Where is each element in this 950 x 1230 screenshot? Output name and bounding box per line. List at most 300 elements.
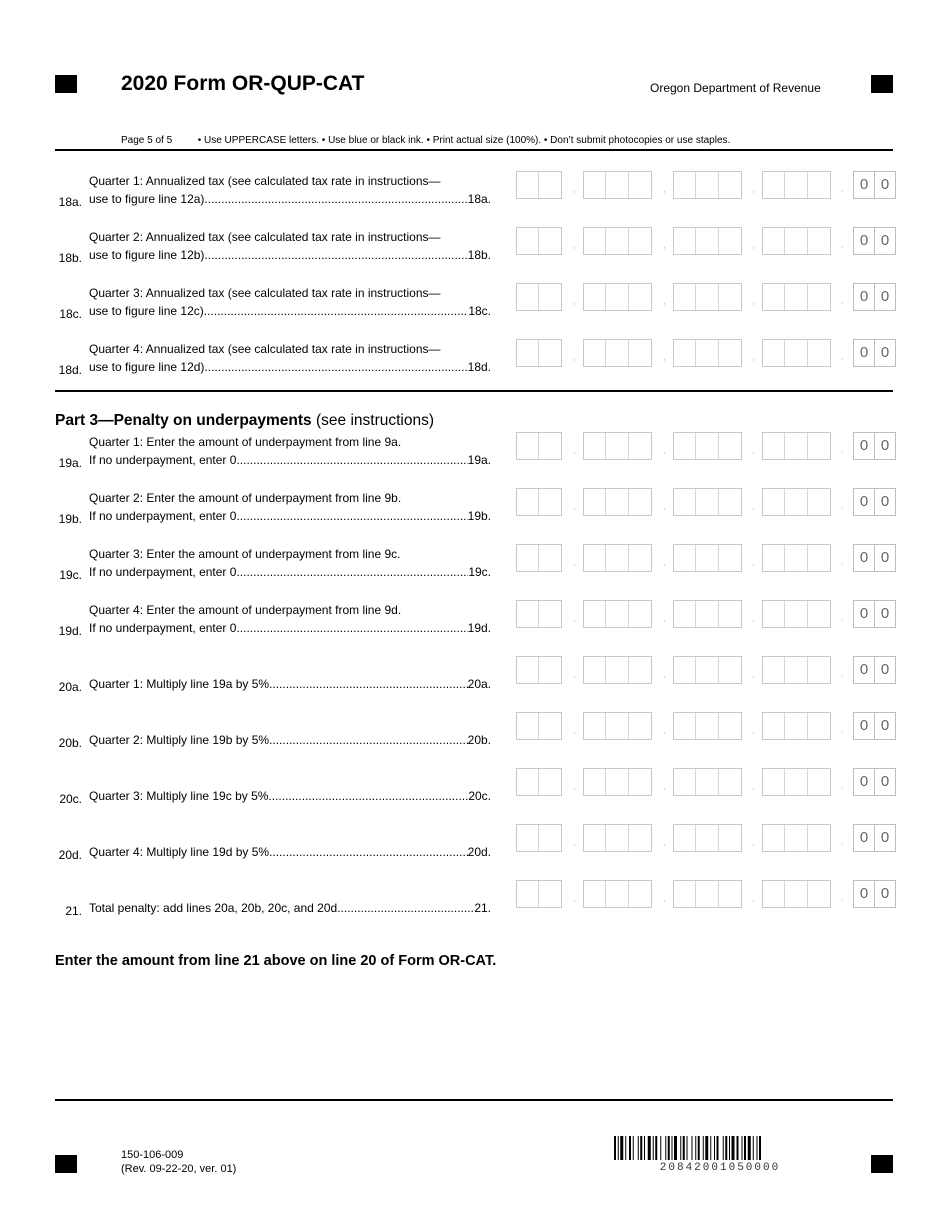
digit-cell[interactable] xyxy=(785,228,807,254)
thousands-separator: , xyxy=(573,352,576,363)
digit-group[interactable] xyxy=(762,171,831,199)
thousands-separator: , xyxy=(663,352,666,363)
digit-cell[interactable] xyxy=(696,825,718,851)
digit-cell[interactable] xyxy=(808,228,830,254)
digit-cell[interactable] xyxy=(539,601,561,627)
instruction-line xyxy=(121,135,730,146)
digit-cell[interactable] xyxy=(696,489,718,515)
cents-digit[interactable]: 0 xyxy=(854,284,875,310)
digit-group[interactable] xyxy=(673,488,742,516)
digit-cell[interactable] xyxy=(785,825,807,851)
digit-cell[interactable] xyxy=(674,769,696,795)
digit-cell[interactable] xyxy=(696,881,718,907)
digit-cell[interactable] xyxy=(719,172,741,198)
digit-group[interactable] xyxy=(516,544,562,572)
digit-cell[interactable] xyxy=(629,601,651,627)
digit-cell[interactable] xyxy=(606,545,628,571)
thousands-separator: , xyxy=(752,557,755,568)
digit-cell[interactable] xyxy=(539,657,561,683)
line-description-first: Quarter 2: Annualized tax (see calculated tax rate in instructions— xyxy=(89,230,441,244)
digit-group[interactable] xyxy=(583,656,652,684)
digit-cell[interactable] xyxy=(696,172,718,198)
digit-cell[interactable] xyxy=(539,881,561,907)
digit-cell[interactable] xyxy=(629,433,651,459)
digit-cell[interactable] xyxy=(629,228,651,254)
digit-group[interactable] xyxy=(583,768,652,796)
digit-cell[interactable] xyxy=(606,825,628,851)
barcode-bar xyxy=(638,1136,639,1160)
amount-input[interactable] xyxy=(516,544,900,574)
digit-cell[interactable] xyxy=(808,769,830,795)
digit-cell[interactable] xyxy=(517,284,539,310)
digit-cell[interactable] xyxy=(584,172,606,198)
digit-group[interactable] xyxy=(762,880,831,908)
digit-group[interactable] xyxy=(762,432,831,460)
cents-digit[interactable]: 0 xyxy=(854,489,875,515)
barcode-bar xyxy=(723,1136,724,1160)
digit-group[interactable] xyxy=(673,656,742,684)
digit-cell[interactable] xyxy=(674,172,696,198)
digit-cell[interactable] xyxy=(517,825,539,851)
digit-group[interactable] xyxy=(516,656,562,684)
barcode-bar xyxy=(674,1136,677,1160)
digit-cell[interactable] xyxy=(674,489,696,515)
cents-box[interactable] xyxy=(853,171,896,199)
digit-cell[interactable] xyxy=(674,284,696,310)
digit-cell[interactable] xyxy=(517,228,539,254)
thousands-separator: , xyxy=(573,296,576,307)
digit-group[interactable] xyxy=(583,824,652,852)
digit-cell[interactable] xyxy=(517,881,539,907)
cents-box[interactable] xyxy=(853,712,896,740)
digit-group[interactable] xyxy=(673,824,742,852)
digit-cell[interactable] xyxy=(696,340,718,366)
digit-cell[interactable] xyxy=(785,881,807,907)
amount-input[interactable] xyxy=(516,656,900,686)
digit-cell[interactable] xyxy=(696,433,718,459)
digit-cell[interactable] xyxy=(584,881,606,907)
digit-cell[interactable] xyxy=(674,713,696,739)
digit-cell[interactable] xyxy=(539,340,561,366)
digit-group[interactable] xyxy=(583,880,652,908)
digit-cell[interactable] xyxy=(808,545,830,571)
digit-group[interactable] xyxy=(673,227,742,255)
digit-group[interactable] xyxy=(583,712,652,740)
digit-cell[interactable] xyxy=(629,825,651,851)
line-reference: 19d. xyxy=(467,621,491,635)
digit-cell[interactable] xyxy=(539,489,561,515)
digit-cell[interactable] xyxy=(696,228,718,254)
digit-cell[interactable] xyxy=(674,433,696,459)
digit-cell[interactable] xyxy=(584,433,606,459)
line-number: 18b. xyxy=(58,251,82,265)
digit-cell[interactable] xyxy=(606,881,628,907)
digit-cell[interactable] xyxy=(517,601,539,627)
amount-input[interactable] xyxy=(516,880,900,910)
digit-cell[interactable] xyxy=(674,881,696,907)
digit-cell[interactable] xyxy=(808,172,830,198)
amount-input[interactable] xyxy=(516,171,900,201)
digit-group[interactable] xyxy=(583,600,652,628)
digit-cell[interactable] xyxy=(517,769,539,795)
barcode-bar xyxy=(620,1136,623,1160)
digit-cell[interactable] xyxy=(763,433,785,459)
leader-dots xyxy=(236,451,467,469)
digit-cell[interactable] xyxy=(674,825,696,851)
digit-group[interactable] xyxy=(673,283,742,311)
digit-cell[interactable] xyxy=(808,433,830,459)
part3-subtitle: (see instructions) xyxy=(311,412,435,429)
digit-group[interactable] xyxy=(516,432,562,460)
digit-cell[interactable] xyxy=(763,172,785,198)
digit-cell[interactable] xyxy=(785,657,807,683)
line-reference: 18d. xyxy=(467,360,491,374)
digit-cell[interactable] xyxy=(785,601,807,627)
digit-cell[interactable] xyxy=(584,228,606,254)
amount-input[interactable] xyxy=(516,488,900,518)
cents-box[interactable] xyxy=(853,768,896,796)
digit-cell[interactable] xyxy=(719,657,741,683)
digit-cell[interactable] xyxy=(539,825,561,851)
digit-cell[interactable] xyxy=(629,340,651,366)
digit-cell[interactable] xyxy=(808,284,830,310)
digit-cell[interactable] xyxy=(808,657,830,683)
cents-digit[interactable]: 0 xyxy=(854,657,875,683)
digit-cell[interactable] xyxy=(539,228,561,254)
cents-digit[interactable]: 0 xyxy=(854,340,875,366)
digit-cell[interactable] xyxy=(763,340,785,366)
cents-digit[interactable]: 0 xyxy=(854,545,875,571)
digit-cell[interactable] xyxy=(584,713,606,739)
form-line-row xyxy=(0,487,950,531)
cents-digit[interactable]: 0 xyxy=(880,288,890,305)
digit-group[interactable] xyxy=(516,488,562,516)
cents-digit[interactable]: 0 xyxy=(854,769,875,795)
digit-group[interactable] xyxy=(516,880,562,908)
amount-input[interactable] xyxy=(516,768,900,798)
cents-box[interactable] xyxy=(853,283,896,311)
digit-cell[interactable] xyxy=(785,433,807,459)
digit-cell[interactable] xyxy=(763,489,785,515)
cents-box[interactable] xyxy=(853,824,896,852)
cents-digit[interactable]: 0 xyxy=(880,344,890,361)
digit-group[interactable] xyxy=(762,600,831,628)
digit-cell[interactable] xyxy=(763,228,785,254)
amount-input[interactable] xyxy=(516,712,900,742)
amount-input[interactable] xyxy=(516,339,900,369)
digit-cell[interactable] xyxy=(719,489,741,515)
digit-cell[interactable] xyxy=(629,657,651,683)
digit-cell[interactable] xyxy=(763,657,785,683)
decimal-separator: . xyxy=(841,557,844,568)
cents-digit[interactable]: 0 xyxy=(854,172,875,198)
digit-group[interactable] xyxy=(583,171,652,199)
digit-cell[interactable] xyxy=(808,601,830,627)
digit-cell[interactable] xyxy=(763,601,785,627)
digit-cell[interactable] xyxy=(763,284,785,310)
digit-cell[interactable] xyxy=(606,340,628,366)
digit-group[interactable] xyxy=(516,712,562,740)
digit-cell[interactable] xyxy=(719,769,741,795)
cents-digit[interactable]: 0 xyxy=(880,549,890,566)
thousands-separator: , xyxy=(752,669,755,680)
digit-cell[interactable] xyxy=(606,713,628,739)
digit-cell[interactable] xyxy=(696,545,718,571)
line-description-second: If no underpayment, enter 0 xyxy=(89,565,237,579)
leader-dots xyxy=(236,507,467,525)
amount-input[interactable] xyxy=(516,432,900,462)
line-number: 20c. xyxy=(59,792,82,806)
decimal-separator: . xyxy=(841,240,844,251)
cents-box[interactable] xyxy=(853,656,896,684)
digit-cell[interactable] xyxy=(629,489,651,515)
cents-digit[interactable]: 0 xyxy=(880,232,890,249)
digit-cell[interactable] xyxy=(785,340,807,366)
digit-cell[interactable] xyxy=(629,769,651,795)
digit-cell[interactable] xyxy=(539,545,561,571)
cents-digit[interactable]: 0 xyxy=(880,176,890,193)
digit-cell[interactable] xyxy=(696,601,718,627)
decimal-separator: . xyxy=(841,296,844,307)
digit-cell[interactable] xyxy=(539,713,561,739)
digit-cell[interactable] xyxy=(719,713,741,739)
digit-cell[interactable] xyxy=(763,545,785,571)
amount-input[interactable] xyxy=(516,600,900,630)
cents-digit[interactable]: 0 xyxy=(854,228,875,254)
digit-cell[interactable] xyxy=(785,284,807,310)
digit-group[interactable] xyxy=(673,432,742,460)
cents-digit[interactable]: 0 xyxy=(880,437,890,454)
line-description xyxy=(89,228,491,264)
cents-digit[interactable]: 0 xyxy=(880,829,890,846)
digit-group[interactable] xyxy=(762,712,831,740)
digit-cell[interactable] xyxy=(584,284,606,310)
digit-cell[interactable] xyxy=(629,284,651,310)
digit-cell[interactable] xyxy=(606,433,628,459)
line-description-first xyxy=(89,713,491,731)
line-description-second: use to figure line 12b) xyxy=(89,248,205,262)
line-description-first xyxy=(89,825,491,843)
digit-group[interactable] xyxy=(583,227,652,255)
digit-group[interactable] xyxy=(673,712,742,740)
digit-cell[interactable] xyxy=(606,769,628,795)
decimal-separator: . xyxy=(841,184,844,195)
digit-cell[interactable] xyxy=(808,881,830,907)
barcode-bar xyxy=(683,1136,685,1160)
digit-cell[interactable] xyxy=(584,657,606,683)
form-number: 150-106-009 xyxy=(121,1149,184,1161)
digit-cell[interactable] xyxy=(539,433,561,459)
digit-group[interactable] xyxy=(583,432,652,460)
digit-cell[interactable] xyxy=(606,228,628,254)
digit-cell[interactable] xyxy=(763,769,785,795)
digit-cell[interactable] xyxy=(785,172,807,198)
digit-group[interactable] xyxy=(762,283,831,311)
digit-cell[interactable] xyxy=(719,881,741,907)
digit-group[interactable] xyxy=(673,768,742,796)
digit-group[interactable] xyxy=(762,488,831,516)
digit-cell[interactable] xyxy=(719,228,741,254)
digit-cell[interactable] xyxy=(719,340,741,366)
cents-box[interactable] xyxy=(853,432,896,460)
cents-box[interactable] xyxy=(853,880,896,908)
thousands-separator: , xyxy=(663,837,666,848)
digit-cell[interactable] xyxy=(517,433,539,459)
digit-cell[interactable] xyxy=(606,657,628,683)
digit-cell[interactable] xyxy=(539,769,561,795)
decimal-separator: . xyxy=(841,837,844,848)
digit-cell[interactable] xyxy=(785,713,807,739)
digit-group[interactable] xyxy=(762,656,831,684)
digit-cell[interactable] xyxy=(584,489,606,515)
cents-digit[interactable]: 0 xyxy=(854,601,875,627)
digit-cell[interactable] xyxy=(696,284,718,310)
digit-cell[interactable] xyxy=(674,340,696,366)
digit-group[interactable] xyxy=(762,544,831,572)
digit-cell[interactable] xyxy=(696,657,718,683)
digit-cell[interactable] xyxy=(719,825,741,851)
cents-digit[interactable]: 0 xyxy=(880,493,890,510)
digit-cell[interactable] xyxy=(517,340,539,366)
amount-input[interactable] xyxy=(516,227,900,257)
cents-digit[interactable]: 0 xyxy=(854,881,875,907)
line-number: 21. xyxy=(65,904,82,918)
digit-cell[interactable] xyxy=(606,489,628,515)
digit-cell[interactable] xyxy=(674,657,696,683)
digit-group[interactable] xyxy=(516,768,562,796)
cents-digit[interactable]: 0 xyxy=(854,713,875,739)
line-description-second: Quarter 3: Multiply line 19c by 5% xyxy=(89,789,269,803)
line-number: 18a. xyxy=(58,195,82,209)
digit-group[interactable] xyxy=(762,768,831,796)
leader-dots xyxy=(236,619,467,637)
digit-group[interactable] xyxy=(673,880,742,908)
digit-cell[interactable] xyxy=(763,825,785,851)
cents-digit[interactable]: 0 xyxy=(854,825,875,851)
digit-cell[interactable] xyxy=(584,825,606,851)
digit-cell[interactable] xyxy=(808,340,830,366)
digit-cell[interactable] xyxy=(785,769,807,795)
digit-cell[interactable] xyxy=(584,545,606,571)
digit-group[interactable] xyxy=(762,227,831,255)
digit-cell[interactable] xyxy=(719,545,741,571)
line-reference: 18a. xyxy=(467,192,491,206)
digit-cell[interactable] xyxy=(584,769,606,795)
barcode-number: 20842001050000 xyxy=(659,1162,781,1174)
digit-group[interactable] xyxy=(583,488,652,516)
digit-cell[interactable] xyxy=(763,713,785,739)
digit-group[interactable] xyxy=(583,339,652,367)
digit-cell[interactable] xyxy=(719,433,741,459)
digit-group[interactable] xyxy=(516,600,562,628)
digit-cell[interactable] xyxy=(674,545,696,571)
digit-cell[interactable] xyxy=(629,713,651,739)
digit-group[interactable] xyxy=(673,544,742,572)
line-description xyxy=(89,433,491,469)
cents-digit[interactable]: 0 xyxy=(880,605,890,622)
digit-cell[interactable] xyxy=(517,172,539,198)
digit-cell[interactable] xyxy=(719,284,741,310)
digit-group[interactable] xyxy=(673,171,742,199)
digit-cell[interactable] xyxy=(517,713,539,739)
digit-cell[interactable] xyxy=(763,881,785,907)
digit-cell[interactable] xyxy=(785,489,807,515)
digit-cell[interactable] xyxy=(785,545,807,571)
digit-group[interactable] xyxy=(673,339,742,367)
digit-cell[interactable] xyxy=(696,713,718,739)
digit-cell[interactable] xyxy=(584,601,606,627)
digit-group[interactable] xyxy=(583,283,652,311)
digit-cell[interactable] xyxy=(696,769,718,795)
amount-input[interactable] xyxy=(516,283,900,313)
cents-digit[interactable]: 0 xyxy=(854,433,875,459)
cents-digit[interactable]: 0 xyxy=(880,717,890,734)
barcode xyxy=(614,1136,826,1160)
digit-cell[interactable] xyxy=(629,881,651,907)
digit-cell[interactable] xyxy=(606,172,628,198)
digit-group[interactable] xyxy=(516,824,562,852)
digit-cell[interactable] xyxy=(539,172,561,198)
digit-cell[interactable] xyxy=(606,601,628,627)
digit-cell[interactable] xyxy=(808,713,830,739)
digit-cell[interactable] xyxy=(719,601,741,627)
digit-cell[interactable] xyxy=(808,825,830,851)
digit-cell[interactable] xyxy=(517,489,539,515)
digit-group[interactable] xyxy=(673,600,742,628)
cents-box[interactable] xyxy=(853,339,896,367)
digit-cell[interactable] xyxy=(629,172,651,198)
digit-cell[interactable] xyxy=(539,284,561,310)
decimal-separator: . xyxy=(841,501,844,512)
cents-digit[interactable]: 0 xyxy=(880,885,890,902)
digit-group[interactable] xyxy=(516,283,562,311)
cents-box[interactable] xyxy=(853,227,896,255)
cents-digit[interactable]: 0 xyxy=(880,773,890,790)
digit-cell[interactable] xyxy=(629,545,651,571)
cents-box[interactable] xyxy=(853,544,896,572)
digit-group[interactable] xyxy=(762,339,831,367)
digit-cell[interactable] xyxy=(606,284,628,310)
department-name: Oregon Department of Revenue xyxy=(650,81,821,95)
barcode-bar xyxy=(629,1136,631,1160)
cents-box[interactable] xyxy=(853,600,896,628)
amount-input[interactable] xyxy=(516,824,900,854)
barcode-bar xyxy=(732,1136,735,1160)
digit-group[interactable] xyxy=(516,227,562,255)
form-line-row xyxy=(0,655,950,699)
digit-cell[interactable] xyxy=(517,657,539,683)
digit-cell[interactable] xyxy=(674,228,696,254)
cents-digit[interactable]: 0 xyxy=(880,661,890,678)
leader-dots xyxy=(337,899,474,917)
digit-group[interactable] xyxy=(516,339,562,367)
digit-cell[interactable] xyxy=(674,601,696,627)
barcode-bar xyxy=(729,1136,730,1160)
digit-group[interactable] xyxy=(516,171,562,199)
thousands-separator: , xyxy=(752,893,755,904)
leader-dots xyxy=(204,358,467,376)
line-number: 18d. xyxy=(58,363,82,377)
digit-cell[interactable] xyxy=(584,340,606,366)
line-reference: 20a. xyxy=(467,677,491,691)
leader-dots xyxy=(204,190,467,208)
digit-group[interactable] xyxy=(583,544,652,572)
digit-group[interactable] xyxy=(762,824,831,852)
cents-box[interactable] xyxy=(853,488,896,516)
digit-cell[interactable] xyxy=(517,545,539,571)
barcode-bar xyxy=(672,1136,673,1160)
digit-cell[interactable] xyxy=(808,489,830,515)
